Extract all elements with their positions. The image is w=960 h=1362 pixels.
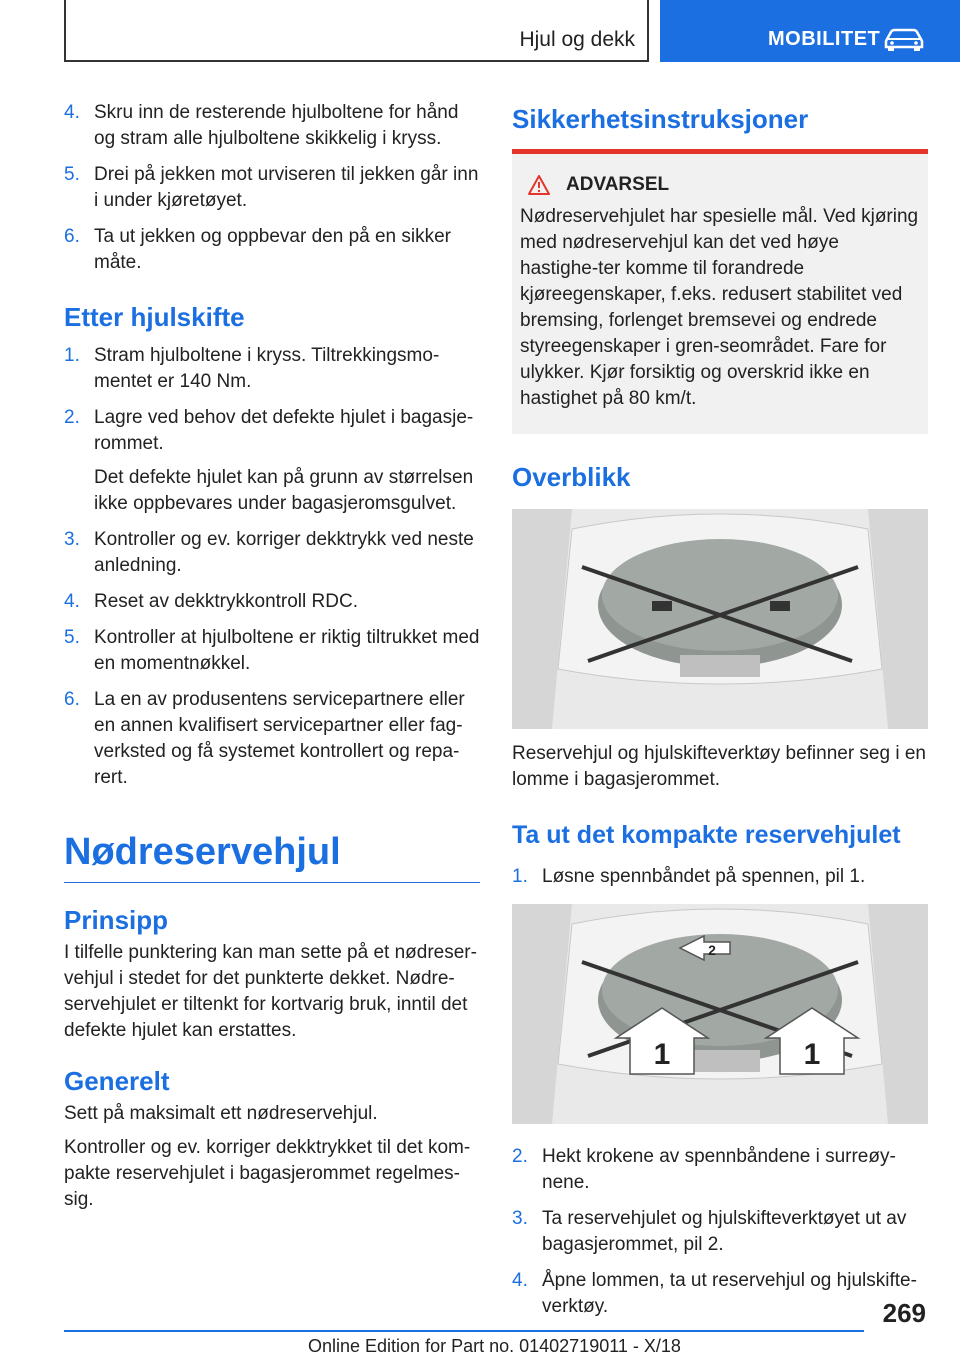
list-item: 3. Kontroller og ev. korriger dekktrykk ved neste anledning. (64, 529, 474, 576)
header-chapter-tab (660, 0, 960, 62)
header-chapter-title: MOBILITET (768, 28, 881, 50)
list-item: 6. La en av produsentens servicepartnere eller en annen kvalifisert servicepartner eller fag-verksted og få systemet kontrollert og repa-rert. (64, 689, 465, 788)
left-column (64, 100, 480, 1221)
list-item: 1. Stram hjulboltene i kryss. Tiltrekkingsmo-mentet er 140 Nm. (64, 345, 440, 392)
generelt-heading: Generelt (64, 1066, 170, 1096)
header-section-box (64, 0, 649, 62)
warning-box (512, 154, 928, 434)
page-number: 269 (882, 1298, 926, 1328)
right-column (512, 100, 928, 1330)
arrow-label: 1 (803, 1038, 821, 1071)
spare-wheel-removal-image (512, 904, 928, 1124)
removal-steps (512, 1144, 928, 1320)
warning-text: Nødreservehjulet har spesielle mål. Ved kjøring med nødreservehjul kan det ved høye hastighe-ter komme til forandrede kjøreegenskaper, f.eks. redusert stabilitet ved bremsing, forlenget bremsevei og endrede styreegenskaper i gren-seområdet. Fare for ulykker. Kjør forsiktig og overskrid ikke en hastighet på 80 km/t. (520, 206, 919, 409)
list-item: 3. Ta reservehjulet og hjulskifteverktøyet ut av bagasjerommet, pil 2. (512, 1208, 907, 1255)
prinsipp-text: I tilfelle punktering kan man sette på et nødreser-vehjul i stedet for det punkterte dekket. Nødre-servehjulet er tiltenkt for kortvarig bruk, inntil det defekte hjulet kan erstattes. (64, 942, 477, 1041)
car-icon (882, 27, 926, 51)
footer-divider (64, 1330, 864, 1332)
list-item: 2. Lagre ved behov det defekte hjulet i bagasje-rommet. Det defekte hjulet kan på grunn av størrelsen ikke oppbevares under bagasjeromsgulvet. (64, 407, 474, 514)
steps-list-a (64, 100, 480, 276)
list-item: 5. Drei på jekken mot urviseren til jekken går inn i under kjøretøyet. (64, 164, 479, 211)
list-item: 4. Reset av dekktrykkontroll RDC. (64, 591, 358, 612)
list-item: 2. Hekt krokene av spennbåndene i surreøy-nene. (512, 1146, 896, 1193)
overblikk-heading: Overblikk (512, 462, 631, 492)
list-item: 5. Kontroller at hjulboltene er riktig tiltrukket med en momentnøkkel. (64, 627, 480, 674)
main-heading: Nødreservehjul (64, 831, 480, 883)
generelt-text-2: Kontroller og ev. korriger dekktrykket til det kom-pakte reservehjulet i bagasjerommet regelmes-sig. (64, 1137, 471, 1210)
etter-hjulskifte-heading: Etter hjulskifte (64, 302, 245, 332)
prinsipp-heading: Prinsipp (64, 905, 169, 935)
warning-icon (528, 175, 550, 195)
overblikk-caption: Reservehjul og hjulskifteverktøy befinner seg i en lomme i bagasjerommet. (512, 743, 926, 790)
safety-heading: Sikkerhetsinstruksjoner (512, 104, 928, 154)
footer-edition: Online Edition for Part no. 01402719011 - X/18 (308, 1336, 681, 1356)
spare-wheel-overview-image (512, 509, 928, 729)
arrow-label: 1 (653, 1038, 671, 1071)
steps-list-b (64, 343, 480, 791)
list-item: 6. Ta ut jekken og oppbevar den på en sikker måte. (64, 226, 452, 273)
generelt-text-1: Sett på maksimalt ett nødreservehjul. (64, 1103, 378, 1124)
list-item: 4. Åpne lommen, ta ut reservehjul og hjulskifte-verktøy. (512, 1270, 917, 1317)
header-section-title: Hjul og dekk (519, 28, 635, 51)
arrow-label: 2 (708, 942, 716, 958)
list-item: 1. Løsne spennbåndet på spennen, pil 1. (512, 866, 866, 887)
list-item: 4. Skru inn de resterende hjulboltene for hånd og stram alle hjulboltene skikkelig i kryss. (64, 102, 459, 149)
remove-heading: Ta ut det kompakte reservehjulet (512, 821, 901, 849)
warning-label: ADVARSEL (566, 174, 670, 195)
